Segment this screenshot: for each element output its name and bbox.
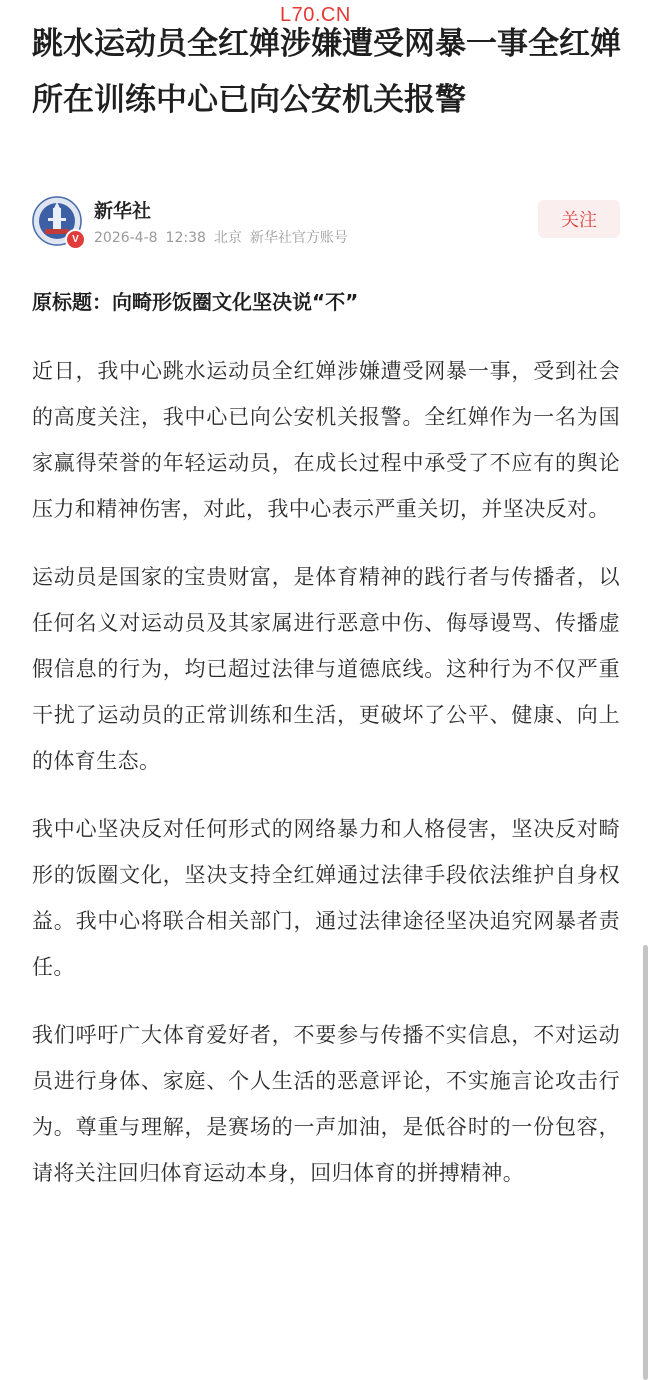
verified-badge-icon: V — [65, 229, 86, 250]
publish-location: 北京 — [213, 230, 242, 246]
author-name[interactable]: 新华社 — [94, 200, 152, 222]
account-type: 新华社官方账号 — [249, 230, 348, 246]
author-bar — [32, 196, 620, 248]
watermark: L70.CN — [280, 4, 351, 26]
scrollbar[interactable] — [643, 945, 648, 1380]
article-subtitle: 原标题：向畸形饭圈文化坚决说“不” — [32, 290, 359, 314]
article-paragraph-4: 我们呼吁广大体育爱好者，不要参与传播不实信息，不对运动员进行身体、家庭、个人生活的恶意评论，不实施言论攻击行为。尊重与理解，是赛场的一声加油，是低谷时的一份包容，请将关注回归体育运动本身，回归体育的拼搏精神。 — [32, 1023, 620, 1185]
publish-date: 2026-4-8 — [94, 230, 158, 246]
author-meta — [94, 227, 356, 247]
article-paragraph-2: 运动员是国家的宝贵财富，是体育精神的践行者与传播者，以任何名义对运动员及其家属进行恶意中伤、侮辱谩骂、传播虚假信息的行为，均已超过法律与道德底线。这种行为不仅严重干扰了运动员的正常训练和生活，更破坏了公平、健康、向上的体育生态。 — [32, 565, 620, 773]
author-avatar[interactable] — [32, 196, 82, 246]
article-paragraph-1: 近日，我中心跳水运动员全红婵涉嫌遭受网暴一事，受到社会的高度关注，我中心已向公安机关报警。全红婵作为一名为国家赢得荣誉的年轻运动员，在成长过程中承受了不应有的舆论压力和精神伤害，对此，我中心表示严重关切，并坚决反对。 — [32, 359, 620, 521]
article-paragraph-3: 我中心坚决反对任何形式的网络暴力和人格侵害，坚决反对畸形的饭圈文化，坚决支持全红婵通过法律手段依法维护自身权益。我中心将联合相关部门，通过法律途径坚决追究网暴者责任。 — [32, 817, 620, 979]
article-body — [32, 348, 620, 1218]
publish-time: 12:38 — [165, 230, 206, 246]
follow-button[interactable]: 关注 — [538, 200, 620, 238]
article-title: 跳水运动员全红婵涉嫌遭受网暴一事全红婵所在训练中心已向公安机关报警 — [32, 26, 621, 118]
